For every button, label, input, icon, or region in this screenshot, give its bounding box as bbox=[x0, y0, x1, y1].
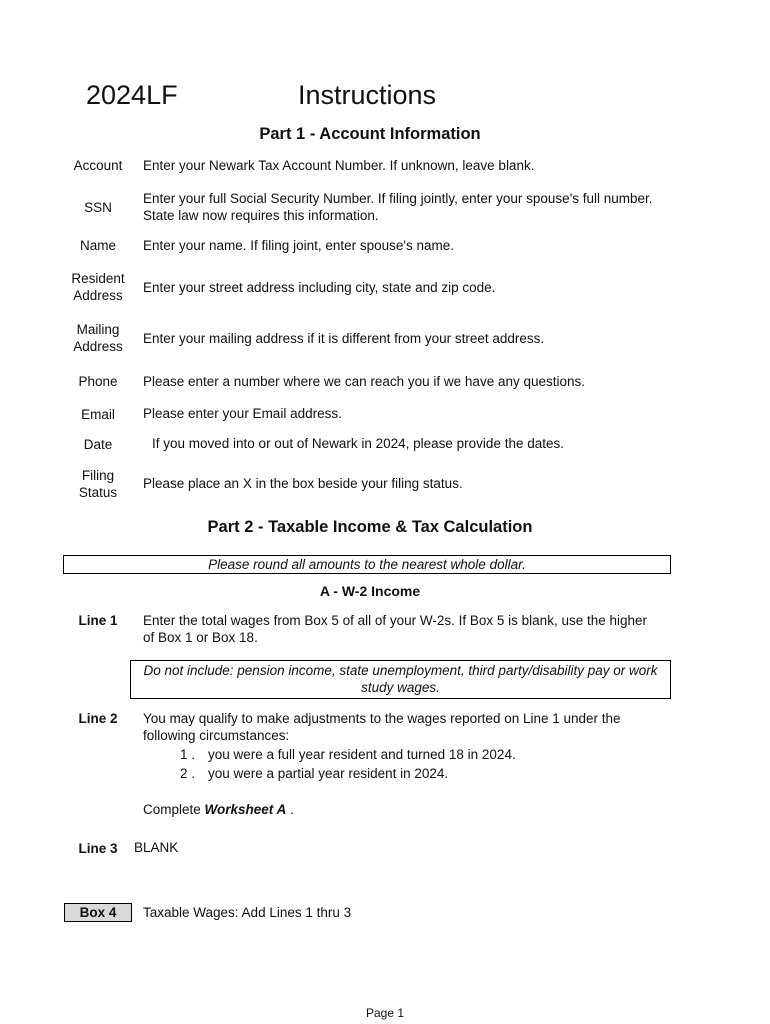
line1-label: Line 1 bbox=[78, 613, 118, 628]
line2-item-2-num: 2 . bbox=[180, 766, 196, 781]
exclude-note-line1: Do not include: pension income, state unemployment, third party/disability pay or work bbox=[143, 663, 658, 678]
line2-item-2-text: you were a partial year resident in 2024. bbox=[208, 766, 449, 781]
form-code: 2024LF bbox=[86, 80, 178, 110]
line2-text-line2: following circumstances: bbox=[143, 728, 290, 743]
complete-suffix: . bbox=[286, 802, 294, 817]
phone-text: Please enter a number where we can reach you if we have any questions. bbox=[143, 374, 586, 389]
line2-item-1-text: you were a full year resident and turned 18 in 2024. bbox=[208, 747, 516, 762]
resident-address-label-line1: Resident bbox=[71, 271, 125, 286]
line2-item-1 bbox=[143, 746, 683, 763]
ssn-text-line1: Enter your full Social Security Number. If filing jointly, enter your spouse's full number. bbox=[143, 191, 653, 206]
name-text: Enter your name. If filing joint, enter spouse's name. bbox=[143, 238, 454, 253]
document-title: Instructions bbox=[298, 80, 437, 110]
mailing-address-label-line2: Address bbox=[73, 339, 123, 354]
mailing-address-label bbox=[66, 321, 130, 355]
complete-worksheet-text bbox=[143, 801, 683, 818]
mailing-address-text: Enter your mailing address if it is different from your street address. bbox=[143, 331, 545, 346]
ssn-text bbox=[143, 190, 683, 224]
phone-label: Phone bbox=[78, 374, 118, 389]
ssn-text-line2: State law now requires this information. bbox=[143, 208, 379, 223]
exclude-note-box bbox=[130, 660, 671, 699]
resident-address-text: Enter your street address including city, state and zip code. bbox=[143, 280, 496, 295]
filing-status-label bbox=[66, 467, 130, 501]
name-label: Name bbox=[79, 238, 116, 253]
filing-status-text: Please place an X in the box beside your filing status. bbox=[143, 476, 463, 491]
box4-text: Taxable Wages: Add Lines 1 thru 3 bbox=[143, 905, 352, 920]
mailing-address-label-line1: Mailing bbox=[76, 322, 120, 337]
date-text: If you moved into or out of Newark in 2024, please provide the dates. bbox=[152, 436, 564, 451]
part1-heading: Part 1 - Account Information bbox=[259, 125, 481, 143]
filing-status-label-line2: Status bbox=[78, 485, 118, 500]
line3-label: Line 3 bbox=[78, 841, 118, 856]
line2-item-2 bbox=[143, 765, 683, 782]
w2-income-subheading: A - W-2 Income bbox=[319, 583, 421, 599]
round-note-box: Please round all amounts to the nearest whole dollar. bbox=[63, 555, 671, 574]
date-label: Date bbox=[83, 437, 113, 452]
line2-item-1-num: 1 . bbox=[180, 747, 196, 762]
line2-text bbox=[143, 710, 683, 782]
line1-text bbox=[143, 612, 683, 646]
filing-status-label-line1: Filing bbox=[81, 468, 115, 483]
resident-address-label bbox=[66, 270, 130, 304]
part2-heading: Part 2 - Taxable Income & Tax Calculation bbox=[207, 518, 533, 536]
line2-text-line1: You may qualify to make adjustments to the wages reported on Line 1 under the bbox=[143, 711, 621, 726]
line2-label: Line 2 bbox=[78, 711, 118, 726]
email-label: Email bbox=[81, 407, 115, 422]
line3-text: BLANK bbox=[134, 840, 179, 855]
box4-label: Box 4 bbox=[64, 903, 132, 922]
ssn-label: SSN bbox=[84, 200, 112, 215]
exclude-note-line2: study wages. bbox=[361, 680, 440, 695]
worksheet-a-reference: Worksheet A bbox=[204, 802, 287, 817]
resident-address-label-line2: Address bbox=[73, 288, 123, 303]
line1-text-line2: of Box 1 or Box 18. bbox=[143, 630, 258, 645]
email-text: Please enter your Email address. bbox=[143, 406, 342, 421]
page-number: Page 1 bbox=[365, 1006, 405, 1020]
complete-prefix: Complete bbox=[143, 802, 205, 817]
account-text: Enter your Newark Tax Account Number. If unknown, leave blank. bbox=[143, 158, 535, 173]
line1-text-line1: Enter the total wages from Box 5 of all of your W-2s. If Box 5 is blank, use the higher bbox=[143, 613, 648, 628]
account-label: Account bbox=[73, 158, 123, 173]
